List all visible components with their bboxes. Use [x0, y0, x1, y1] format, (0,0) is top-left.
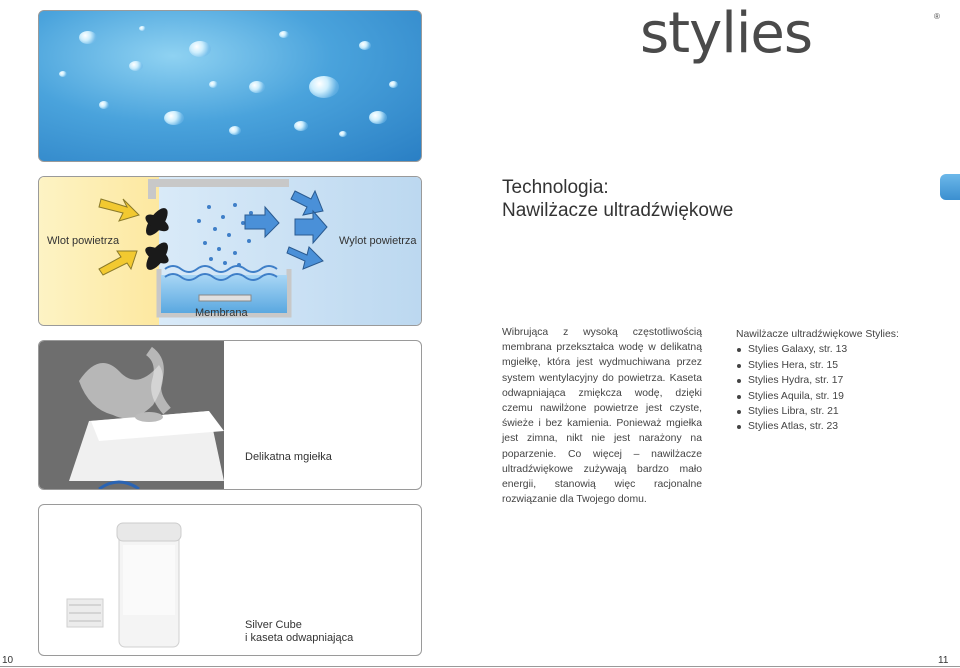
models-heading: Nawilżacze ultradźwiękowe Stylies: — [736, 329, 899, 340]
bottom-divider — [0, 666, 960, 667]
membrane-label: Membrana — [195, 307, 248, 319]
membrane-shape — [199, 295, 251, 301]
cube-caption-line1: Silver Cube — [245, 619, 302, 631]
water-droplets-photo — [38, 10, 422, 162]
registered-mark: ® — [934, 12, 940, 21]
humidifier-diagram — [38, 176, 422, 326]
cube-caption-line2: i kaseta odwapniająca — [245, 632, 354, 644]
list-item: Stylies Aquila, str. 19 — [736, 389, 936, 404]
title-line-1: Technologia: — [502, 177, 609, 198]
stylies-logo: stylies — [640, 1, 813, 66]
diagram-graphic — [39, 177, 421, 325]
list-item: Stylies Atlas, str. 23 — [736, 419, 936, 434]
humidifier-mist-photo — [39, 341, 421, 489]
page-title — [502, 176, 733, 222]
list-item: Stylies Hydra, str. 17 — [736, 373, 936, 388]
page-number-left: 10 — [2, 655, 14, 666]
page-number-right: 11 — [938, 655, 949, 666]
silver-cube-photo — [39, 505, 421, 655]
silver-cube-panel — [38, 504, 422, 656]
mist-caption: Delikatna mgiełka — [245, 451, 332, 463]
title-line-2: Nawilżacze ultradźwiękowe — [502, 200, 734, 221]
outlet-label: Wylot powietrza — [339, 235, 417, 247]
inlet-label: Wlot powietrza — [47, 235, 120, 247]
models-items — [736, 342, 936, 434]
mist-photo-panel — [38, 340, 422, 490]
models-list — [736, 327, 936, 435]
section-tab — [940, 174, 960, 200]
list-item: Stylies Libra, str. 21 — [736, 404, 936, 419]
body-paragraph: Wibrująca z wysoką częstotliwością membrana przekształca wodę w delikatną mgiełkę, która jest wydmuchiwana przez system wentylacyjny do powietrza. Kaseta odwapniająca zmiękcza wodę, dzięki czemu nawilżone powietrze jest czyste, świeże i bez kamienia. Ponieważ mgiełka jest zimna, nikt nie jest narażony na poparzenie. Co więcej – nawilżacze ultradźwiękowe zużywają bardzo mało energii, stanowią więc racjonalne rozwiązanie dla Twojego domu. — [502, 327, 702, 506]
list-item: Stylies Hera, str. 15 — [736, 358, 936, 373]
list-item: Stylies Galaxy, str. 13 — [736, 342, 936, 357]
